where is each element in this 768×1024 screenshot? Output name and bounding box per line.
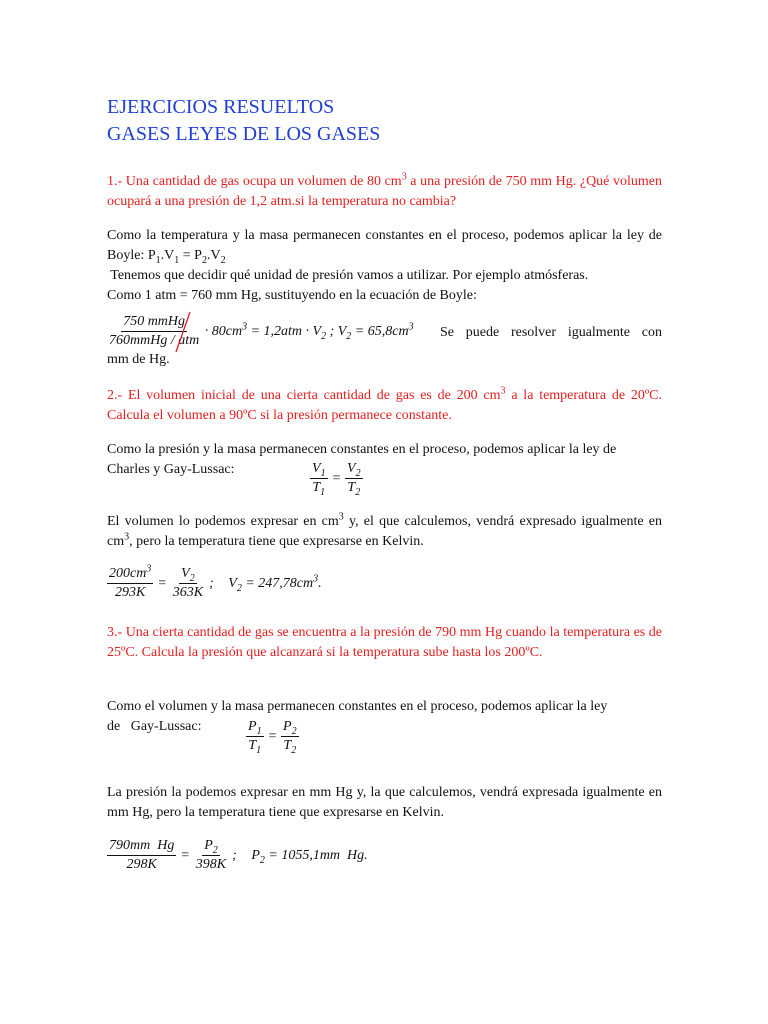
exercise-2-units-note: El volumen lo podemos expresar en $cm^3$ y, el que calculemos, vendrá expresado igualmente en $cm^3$, pero la temperatura tiene que expresarse en Kelvin. [107, 511, 663, 549]
exercise-2-explanation: Como la presión y la masa permanecen constantes en el proceso, podemos aplicar la ley de Charles y Gay-Lussac: [107, 442, 617, 477]
exercise-1-explanation: Como la temperatura y la masa permanecen constantes en el proceso, podemos aplicar la ley de Boyle: $P_1.V_1 = P_2.V_2$ Tenemos que decidir qué unidad de presión vamos a utilizar. Por ejemplo atmósferas. Como 1 atm = 760 mm Hg, sustituyendo en la ecuación de Boyle: [107, 228, 662, 303]
exercise-1-remark-b: mm de Hg. [107, 352, 170, 367]
exercise-1-equation: $\frac{\text{750 mmHg}}{\text{760mmHg / atm}}$ · $80cm^3 = 1,2atm \cdot V_2$ ; $V_2 = 65,8cm^3$ [107, 314, 414, 349]
exercise-3-equation: $\frac{\text{790mm Hg}}{298K}$ = $\frac{P_2}{398K}$ ; $P_2 = 1055,1mm$ Hg. [109, 838, 368, 872]
exercise-2-question: 2.- El volumen inicial de una cierta cantidad de gas es de 200 $cm^3$ a la temperatura de 20ºC. Calcula el volumen a 90ºC si la presión permanece constante. [107, 385, 662, 423]
exercise-2-equation: $\frac{200cm^3}{293K}$ = $\frac{V_2}{363K}$ ; $V_2 = 247,78cm^3$. [109, 563, 322, 600]
document-title-line2: GASES LEYES DE LOS GASES [107, 123, 381, 145]
cancel-strike-icon [173, 310, 193, 354]
charles-law-formula: $\frac{V_1}{T_1}$ = $\frac{V_2}{T_2}$ [312, 461, 361, 498]
gay-lussac-law-formula: $\frac{P_1}{T_1}$ = $\frac{P_2}{T_2}$ [248, 719, 297, 756]
exercise-3-explanation: Como el volumen y la masa permanecen constantes en el proceso, podemos aplicar la ley de Gay-Lussac: [107, 699, 608, 734]
pressure-conversion-fraction: $\frac{\text{750 mmHg}}{\text{760mmHg / atm}}$ [107, 314, 201, 349]
exercise-3-question: 3.- Una cierta cantidad de gas se encuentra a la presión de 790 mm Hg cuando la temperatura es de 25ºC. Calcula la presión que alcanzará si la temperatura sube hasta los 200ºC. [107, 625, 662, 660]
exercise-1-question: 1.- Una cantidad de gas ocupa un volumen de 80 $cm^3$ a una presión de 750 mm Hg. ¿Qué volumen ocupará a una presión de 1,2 atm.si la temperatura no cambia? [107, 171, 663, 209]
exercise-3-units-note: La presión la podemos expresar en mm Hg y, la que calculemos, vendrá expresada igualmente en mm Hg, pero la temperatura tiene que expresarse en Kelvin. [107, 785, 662, 820]
exercise-1-remark-a: Se puede resolver igualmente con [440, 325, 662, 340]
document-title-line1: EJERCICIOS RESUELTOS [107, 96, 335, 118]
